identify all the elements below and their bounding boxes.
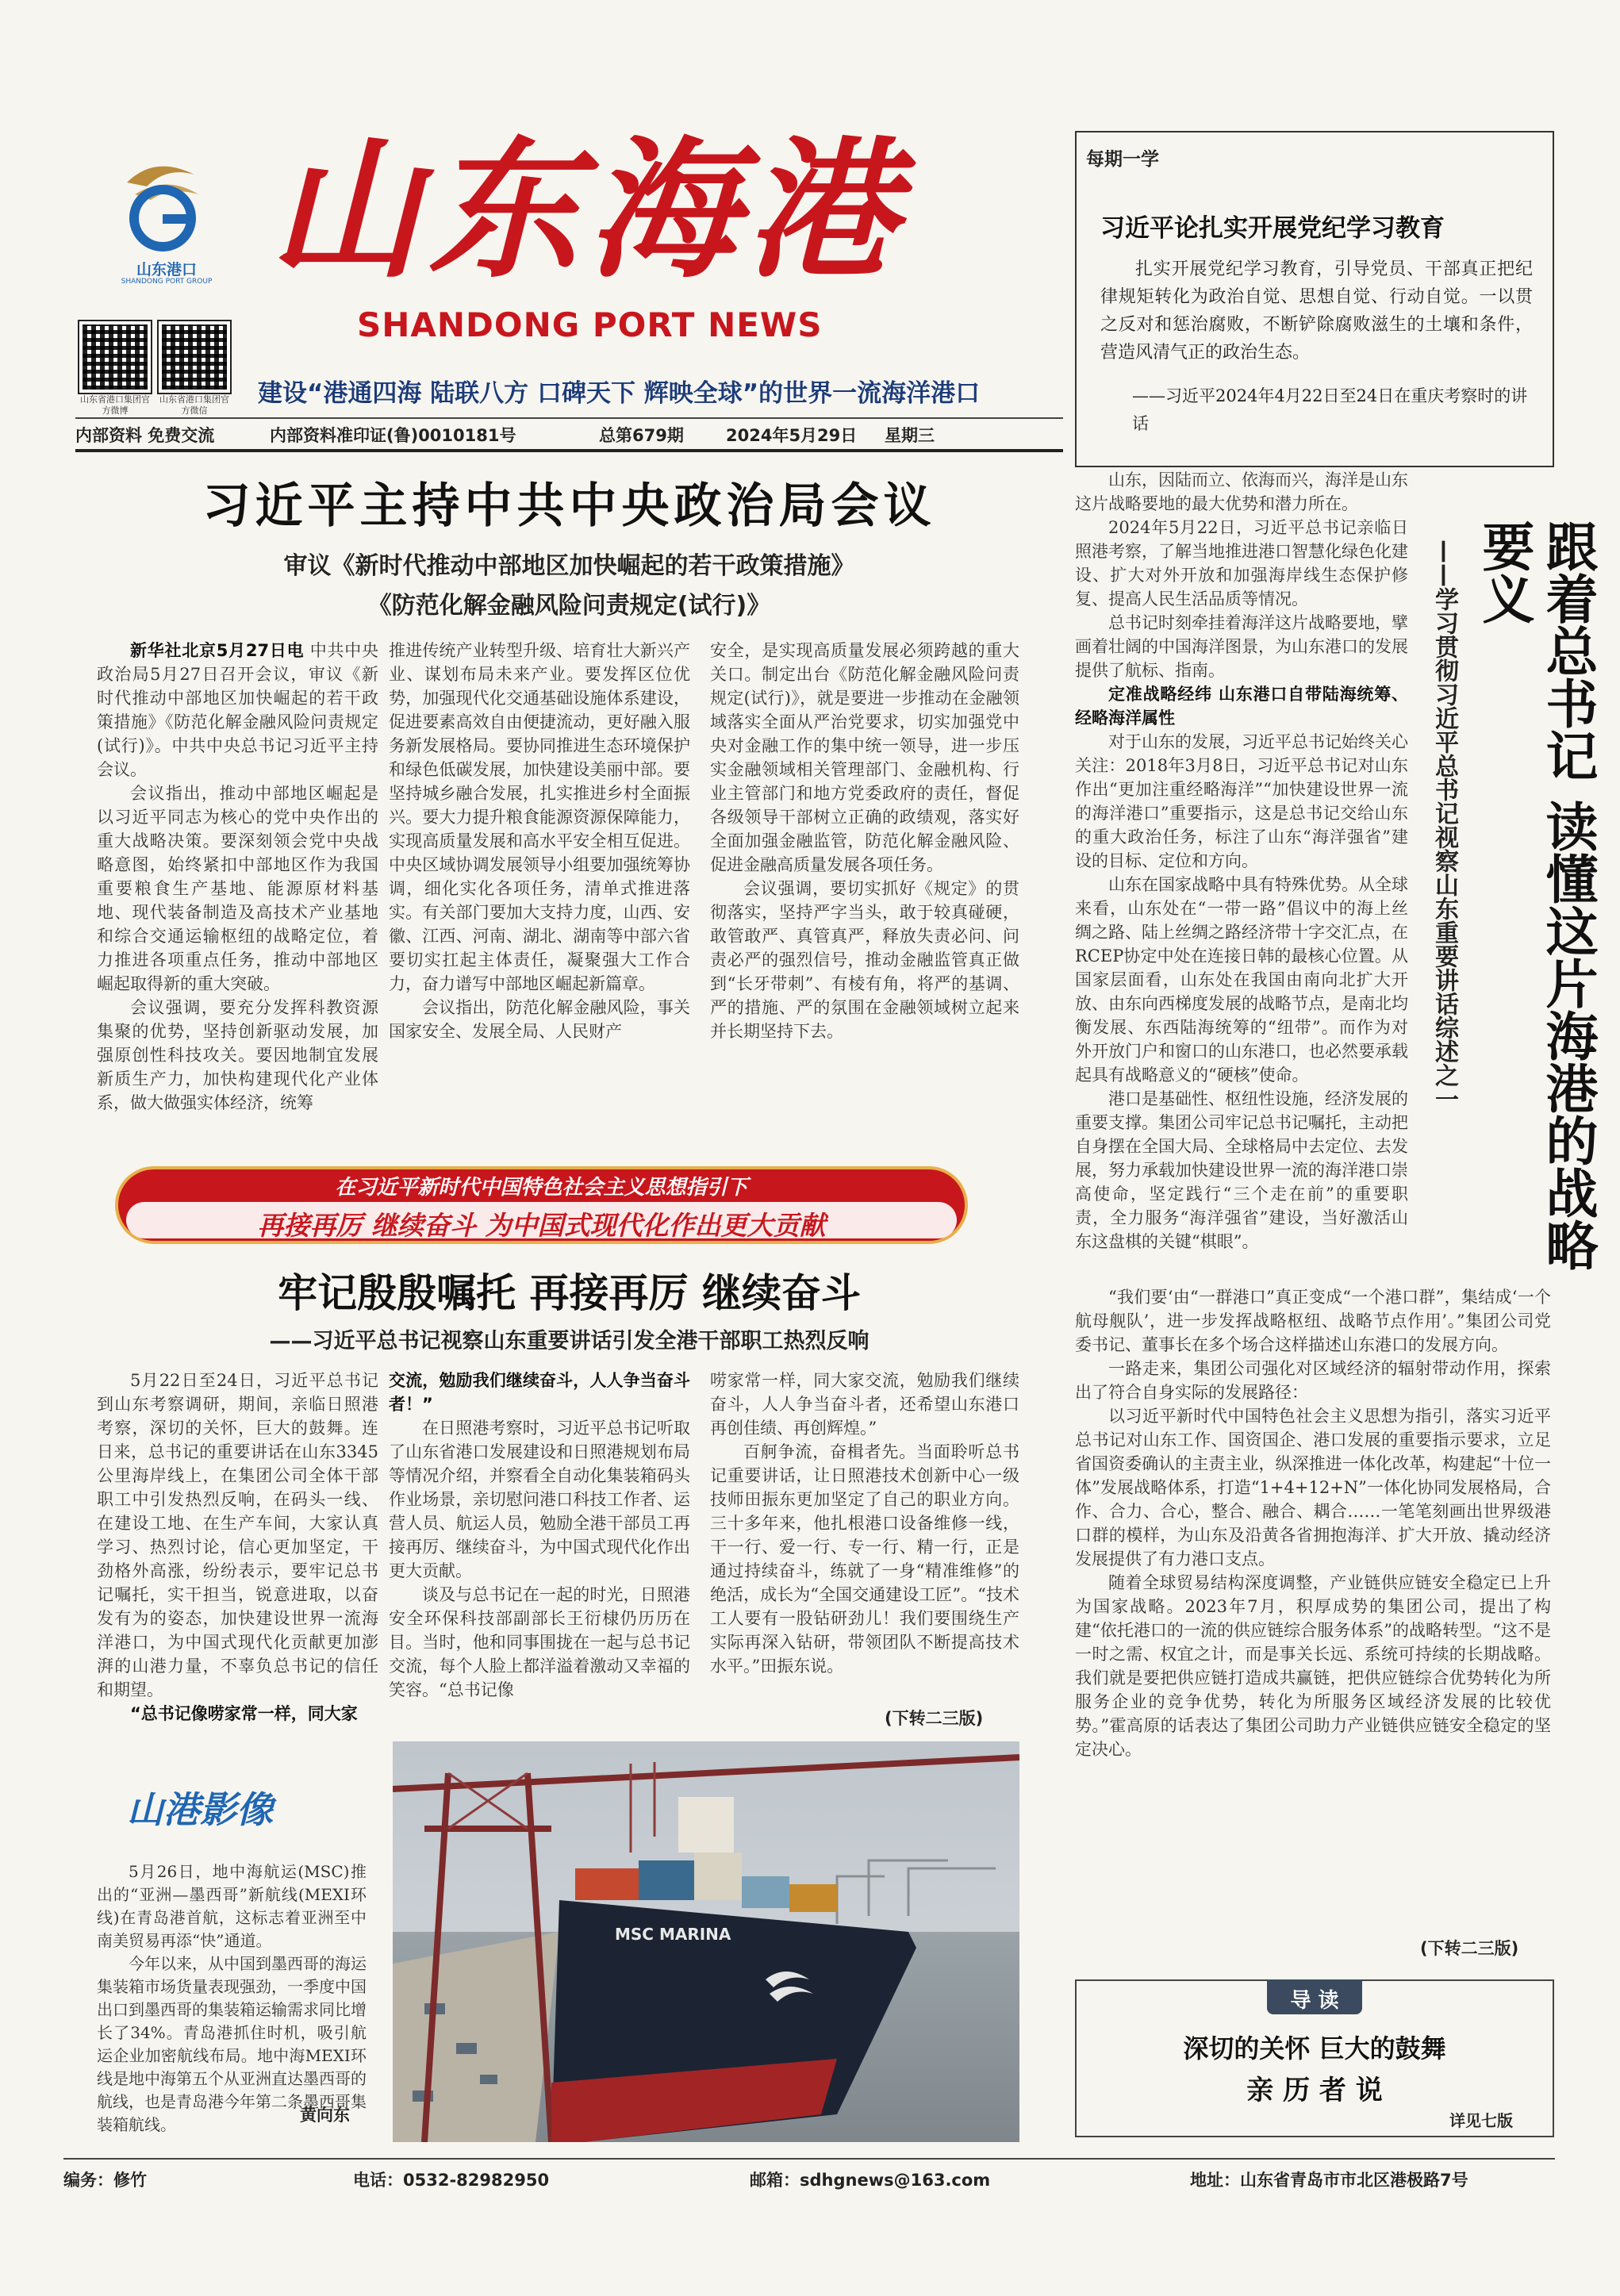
lead-column-3: 安全，是实现高质量发展必须跨越的重大关口。制定出台《防范化解金融风险问责规定(试行)》，就是要进一步推动在金融领域落实全面从严治党要求，切实加强党中央对金融工作的集中统一领导，进一步压实金融领域相关管理部门、金融机构、行业主管部门和地方党委政府的责任，督促各级领导干部树立正确的政绩观，落实好全面加强金融监管，防范化解金融风险、促进金融高质量发展各项任务。 会议强调，要切实抓好《规定》的贯彻落实，坚持严字当头，敢于较真碰硬，敢管敢严、真管真严，释放失责必问、问责必严的强烈信号，推动金融监管真正做到“长牙带刺”、有棱有角，将严的基调、严的措施、严的氛围在金融领域树立起来并长期坚持下去。 [710, 641, 1019, 1041]
footer-phone: 电话：0532-82982950 [353, 2171, 550, 2190]
lead-subtitle-1: 审议《新时代推动中部地区加快崛起的若干政策措施》 [283, 552, 855, 580]
guide-box [1075, 1979, 1554, 2137]
banner-line-2: 再接再厉 继续奋斗 为中国式现代化作出更大贡献 [257, 1210, 826, 1241]
masthead-title: 山东海港 [270, 121, 905, 298]
issue-weekday: 星期三 [885, 426, 935, 445]
second-column-1: 5月22日至24日，习近平总书记到山东考察调研，期间，亲临日照港考察，深切的关怀，巨大的鼓舞。连日来，总书记的重要讲话在山东3345公里海岸线上，在集团公司全体干部职工中引发热烈反响，在码头一线、在建设工地、在生产车间，大家认真学习、热烈讨论，信心更加坚定，干劲格外高涨，纷纷表示，要牢记总书记嘱托，实干担当，锐意进取，以奋发有为的姿态，加快建设世界一流海洋港口，为中国式现代化贡献更加澎湃的山港力量，不辜负总书记的信任和期望。 “总书记像唠家常一样，同大家 [97, 1371, 378, 1723]
port-logo-icon [111, 151, 214, 254]
right-intro: 山东，因陆而立、依海而兴，海洋是山东这片战略要地的最大优势和潜力所在。 2024年5月22日，习近平总书记亲临日照港考察，了解当地推进港口智慧化绿色化建设、扩大对外开放和加强海岸线生态保护修复、提高人民生活品质等情况。 总书记时刻牵挂着海洋这片战略要地，擘画着壮阔的中国海洋图景，为山东港口的发展提供了航标、指南。 定准战略经纬 山东港口自带陆海统筹、经略海洋属性 对于山东的发展，习近平总书记始终关心关注：2018年3月8日，习近平总书记对山东作出“更加注重经略海洋”“加快建设世界一流的海洋港口”重要指示，这是总书记交给山东的重大政治任务，标注了山东“海洋强省”建设的目标、定位和方向。 山东在国家战略中具有特殊优势。从全球来看，山东处在“一带一路”倡议中的海上丝绸之路、陆上丝绸之路经济带十字交汇点，在RCEP协定中处在连接日韩的最核心位置。从国家层面看，山东处在我国由南向北扩大开放、由东向西梯度发展的战略节点，是南北均衡发展、东西陆海统筹的“纽带”。而作为对外开放门户和窗口的山东港口，也必然要承载起具有战略意义的“硬核”使命。 港口是基础性、枢纽性设施，经济发展的重要支撑。集团公司牢记总书记嘱托，主动把自身摆在全国大局、全球格局中去定位、去发展，努力承载加快建设世界一流的海洋港口崇高使命，坚定践行“三个走在前”的重要职责，全力服务“海洋强省”建设，当好激活山东这盘棋的关键“棋眼”。 [1075, 470, 1408, 1251]
weibo-qr-label: 山东省港口集团官方微博 [80, 394, 150, 416]
weekly-quote-tag: 每期一学 [1086, 148, 1159, 170]
container-ship-image [393, 1741, 1019, 2142]
logo-caption: 山东港口 [136, 261, 197, 278]
guide-line-1: 深切的关怀 巨大的鼓舞 [1183, 2033, 1446, 2064]
guide-tag-text: 导 读 [1290, 1989, 1339, 2013]
issue-number: 总第679期 [599, 426, 684, 445]
second-subtitle: ——习近平总书记视察山东重要讲话引发全港干部职工热烈反响 [269, 1329, 870, 1353]
logo-caption-en: SHANDONG PORT GROUP [121, 278, 213, 286]
theme-banner [115, 1166, 968, 1244]
second-column-2: 交流，勉励我们继续奋斗，人人争当奋斗者！” 在日照港考察时，习近平总书记听取了山东省港口发展建设和日照港规划布局等情况介绍，并察看全自动化集装箱码头作业场景，亲切慰问港口科技工作者、运营人员、航运人员，勉励全港干部员工再接再厉、继续奋斗，为中国式现代化作出更大贡献。 谈及与总书记在一起的时光，日照港安全环保科技部副部长王衍棣仍历历在目。当时，他和同事围拢在一起与总书记交流，每个人脸上都洋溢着激动又幸福的笑容。“总书记像 [389, 1371, 690, 1699]
weibo-qr-code [79, 321, 151, 393]
footer-email: 邮箱：sdhgnews@163.com [750, 2171, 991, 2190]
masthead-title-en: SHANDONG PORT NEWS [357, 305, 823, 344]
right-continued: (下转二三版) [1420, 1939, 1519, 1958]
lead-column-1: 新华社北京5月27日电 中共中央政治局5月27日召开会议，审议《新时代推动中部地区加快崛起的若干政策措施》《防范化解金融风险问责规定(试行)》。中共中央总书记习近平主持会议。 会议指出，推动中部地区崛起是以习近平同志为核心的党中央作出的重大战略决策。要深刻领会党中央战略意图，始终紧扣中部地区作为我国重要粮食生产基地、能源原材料基地、现代装备制造及高技术产业基地和综合交通运输枢纽的战略定位，着力推进各项重点任务，推动中部地区崛起取得新的重大突破。 会议强调，要充分发挥科教资源集聚的优势，坚持创新驱动发展，加强原创性科技攻关。要因地制宜发展新质生产力，加快构建现代化产业体系，做大做强实体经济，统筹 [97, 641, 378, 1112]
right-feature-title: 跟着总书记 读懂这片海港的战略要义 [1473, 520, 1598, 1271]
banner-line-1: 在习近平新时代中国特色社会主义思想指引下 [335, 1176, 748, 1200]
weekly-quote-source: ——习近平2024年4月22日至24日在重庆考察时的讲话 [1132, 386, 1528, 433]
right-section-heading: 定准战略经纬 山东港口自带陆海统筹、经略海洋属性 [1075, 685, 1408, 728]
photo-column-text: 5月26日，地中海航运(MSC)推出的“亚洲—墨西哥”新航线(MEXI环线)在青岛港首航，这标志着亚洲至中南美贸易再添“快”通道。 今年以来，从中国到墨西哥的海运集装箱市场货量表现强劲，一季度中国出口到墨西哥的集装箱运输需求同比增长了34%。青岛港抓住时机，吸引航运企业加密航线布局。地中海MEXI环线是地中海第五个从亚洲直达墨西哥的航线，也是青岛港今年第二条墨西哥集装箱航线。 [97, 1862, 367, 2134]
wechat-qr-code [159, 321, 230, 393]
lead-dateline: 新华社北京5月27日电 [130, 641, 305, 660]
lead-subtitle-2: 《防范化解金融风险问责规定(试行)》 [367, 592, 771, 620]
weekly-quote-box [1075, 131, 1554, 467]
weekly-quote-title: 习近平论扎实开展党纪学习教育 [1100, 214, 1445, 243]
port-logo [111, 151, 214, 254]
slogan: 建设“港通四海 陆联八方 口碑天下 辉映全球”的世界一流海洋港口 [258, 379, 981, 408]
second-continued: (下转二三版) [885, 1709, 984, 1728]
right-continued-column: “我们要‘由“一群港口”真正变成“一个港口群”，集结成‘一个航母舰队’，进一步发挥战略枢纽、战略节点作用’。”集团公司党委书记、董事长在多个场合这样描述山东港口的发展方向。 一路走来，集团公司强化对区域经济的辐射带动作用，探索出了符合自身实际的发展路径： 以习近平新时代中国特色社会主义思想为指引，落实习近平总书记对山东工作、国资国企、港口发展的重要指示要求，立足省国资委确认的主责主业，纵深推进一体化改革，构建起“十位一体”发展战略体系，打造“1+4+12+N”一体化协同发展格局，合作、合力、合心，整合、融合、耦合……一笔笔刻画出世界级港口群的模样，为山东及沿黄各省拥抱海洋、扩大开放、撬动经济发展提供了有力港口支点。 随着全球贸易结构深度调整，产业链供应链安全稳定已上升为国家战略。2023年7月，积厚成势的集团公司，提出了构建“依托港口的一流的供应链综合服务体系”的战略转型。“这不是一时之需、权宜之计，而是事关长远、系统可持续的长期战略。我们就是要把供应链打造成共赢链，把供应链综合优势转化为所服务企业的竞争优势，转化为所服务区域经济发展的比较优势。”霍高原的话表达了集团公司助力产业链供应链安全稳定的坚定决心。 [1075, 1288, 1551, 1759]
lead-column-2: 推进传统产业转型升级、培育壮大新兴产业、谋划布局未来产业。要发挥区位优势，加强现代化交通基础设施体系建设，促进要素高效自由便捷流动，更好融入服务新发展格局。要协同推进生态环境保护和绿色低碳发展，加快建设美丽中部。要坚持城乡融合发展，扎实推进乡村全面振兴。要大力提升粮食能源资源保障能力，实现高质量发展和高水平安全相互促进。中央区域协调发展领导小组要加强统筹协调，细化实化各项任务，清单式推进落实。有关部门要加大支持力度，山西、安徽、江西、河南、湖北、湖南等中部六省要切实扛起主体责任，凝聚强大工作合力，奋力谱写中部地区崛起新篇章。 会议指出，防范化解金融风险，事关国家安全、发展全局、人民财产 [389, 641, 690, 1041]
photo-column-logo: 山港影像 [127, 1788, 273, 1831]
guide-ref: 详见七版 [1449, 2111, 1513, 2130]
footer-address: 地址：山东省青岛市市北区港极路7号 [1190, 2171, 1468, 2190]
lead-headline: 习近平主持中共中央政治局会议 [202, 478, 936, 534]
issue-date: 2024年5月29日 [726, 426, 858, 445]
second-column-3: 唠家常一样，同大家交流，勉励我们继续奋斗，人人争当奋斗者，还希望山东港口再创佳绩、再创辉煌。” 百舸争流，奋楫者先。当面聆听总书记重要讲话，让日照港技术创新中心一级技师田振东更加坚定了自己的职业方向。三十多年来，他扎根港口设备维修一线，干一行、爱一行、专一行、精一行，正是通过持续奋斗，练就了一身“精准维修”的绝活，成长为“全国交通建设工匠”。“技术工人要有一股钻研劲儿！我们要围绕生产实际再深入钻研，带领团队不断提高技术水平。”田振东说。 [710, 1371, 1019, 1676]
guide-line-2: 亲 历 者 说 [1246, 2075, 1383, 2106]
footer-editor: 编务：修竹 [63, 2171, 147, 2190]
weekly-quote-body: 扎实开展党纪学习教育，引导党员、干部真正把纪律规矩转化为政治自觉、思想自觉、行动自觉。一以贯之反对和惩治腐败，不断铲除腐败滋生的土壤和条件，营造风清气正的政治生态。 [1100, 259, 1533, 363]
permit-number: 内部资料准印证(鲁)0010181号 [270, 426, 516, 445]
internal-note: 内部资料 免费交流 [75, 426, 215, 445]
container-ship-photo [393, 1741, 1019, 2142]
wechat-qr-label: 山东省港口集团官方微信 [159, 394, 229, 416]
ship-name-label: MSC MARINA [615, 1925, 731, 1944]
second-headline: 牢记殷殷嘱托 再接再厉 继续奋斗 [278, 1270, 861, 1316]
right-feature-subtitle: ——学习贯彻习近平总书记视察山东重要讲话综述之一 [1430, 539, 1458, 1111]
photo-column-author: 黄向东 [300, 2106, 350, 2125]
